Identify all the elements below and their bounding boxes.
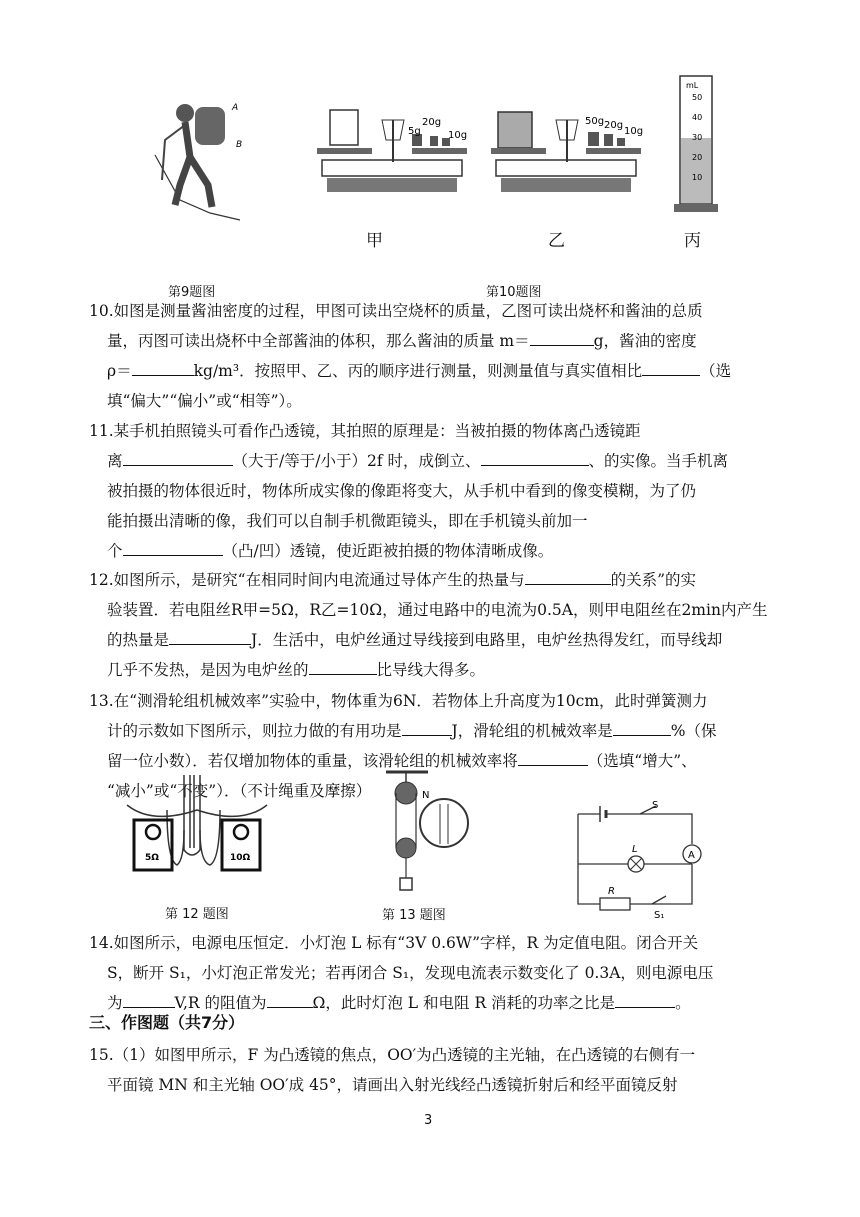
point-b-label: B: [236, 140, 243, 150]
cylinder-unit: mL: [686, 81, 699, 90]
question-11: [89, 416, 779, 566]
q10-line1: 10.如图是测量酱油密度的过程，甲图可读出空烧杯的质量，乙图可读出烧杯和酱油的总质: [89, 302, 703, 320]
q13-line3a: 留一位小数）．若仅增加物体的重量，该滑轮组的机械效率将: [107, 752, 518, 770]
q12-property-blank[interactable]: [309, 658, 377, 675]
circuit-figure: [572, 800, 712, 920]
lamp-l-label: L: [632, 844, 638, 855]
q11-line2a: 离: [107, 452, 123, 470]
switch-s1-label: S₁: [654, 910, 665, 920]
q10-line3b: kg/m³．按照甲、乙、丙的顺序进行测量，则测量值与真实值相比: [193, 362, 643, 380]
graduated-cylinder-figure: [672, 72, 722, 222]
q10-line4: 填“偏大”“偏小”或“相等”）。: [107, 392, 302, 410]
q12-line3a: 的热量是: [107, 631, 170, 649]
q13-line4: “减小”或“不变”）．（不计绳重及摩擦）: [107, 782, 372, 800]
label-bing: 丙: [684, 231, 701, 251]
pulley-n-label: N: [422, 790, 430, 801]
q15-line1: 15.（1）如图甲所示，F 为凸透镜的焦点，OO′为凸透镜的主光轴，在凸透镜的右侧有一: [89, 1046, 696, 1064]
q11-line3: 被拍摄的物体很近时，物体所成实像的像距将变大，从手机中看到的像变模糊，为了仍: [107, 482, 697, 500]
label-jia: 甲: [366, 231, 383, 251]
label-yi: 乙: [548, 231, 565, 251]
q11-lens-blank[interactable]: [123, 539, 223, 556]
hiker-figure: [150, 95, 250, 225]
cylinder-tick-20: 20: [692, 153, 703, 162]
jia-weight-10g: 10g: [448, 130, 468, 141]
fig13-caption: 第 13 题图: [382, 908, 446, 923]
q10-compare-blank[interactable]: [642, 359, 700, 376]
q13-change-blank[interactable]: [518, 749, 588, 766]
yi-weight-10g: 10g: [624, 126, 644, 137]
q12-heat-blank[interactable]: [169, 628, 251, 645]
question-15: [89, 1040, 779, 1100]
section-heading: 三、作图题（共7分）: [89, 1013, 245, 1032]
q13-line2b: J，滑轮组的机械效率是: [451, 722, 613, 740]
q11-line5a: 个: [107, 542, 123, 560]
switch-s-label: S: [652, 800, 659, 811]
q13-line2c: %（保: [670, 722, 717, 740]
balance-jia-figure: [312, 100, 472, 210]
q11-line2b: （大于/等于/小于）2f 时，成倒立、: [232, 452, 481, 470]
fig10-caption: 第10题图: [486, 285, 542, 300]
balance-yi-figure: [486, 100, 646, 210]
q12-line4a: 几乎不发热，是因为电炉丝的: [107, 661, 309, 679]
q11-image-blank[interactable]: [481, 449, 589, 466]
resistor-r-label: R: [608, 886, 615, 897]
fig12-caption: 第 12 题图: [165, 907, 229, 922]
q11-line2c: 、的实像。当手机离: [588, 452, 729, 470]
q12-line1b: 的关系”的实: [610, 571, 697, 589]
q10-line2a: 量，丙图可读出烧杯中全部酱油的体积，那么酱油的质量 m＝: [107, 332, 530, 350]
q10-mass-blank[interactable]: [530, 329, 594, 346]
q10-line2b: g，酱油的密度: [593, 332, 697, 350]
q14-resistance-blank[interactable]: [267, 991, 313, 1008]
heating-apparatus-figure: [122, 770, 272, 880]
q10-density-blank[interactable]: [132, 359, 194, 376]
q14-line3c: Ω，此时灯泡 L 和电阻 R 消耗的功率之比是: [312, 994, 616, 1012]
q14-line3d: 。: [675, 994, 691, 1012]
q13-line2a: 计的示数如下图所示，则拉力做的有用功是: [107, 722, 402, 740]
q10-line3a: ρ＝: [107, 362, 132, 380]
resistor-5ohm-label: 5Ω: [145, 853, 159, 863]
ammeter-a-label: A: [688, 850, 695, 861]
question-12: [89, 565, 779, 685]
q13-line1: 13.在“测滑轮组机械效率”实验中，物体重为6N．若物体上升高度为10cm，此时弹簧测力: [89, 692, 708, 710]
q12-relation-blank[interactable]: [525, 568, 611, 585]
q10-line3c: （选: [700, 362, 732, 380]
pulley-system-figure: [378, 768, 470, 900]
question-10: [89, 296, 779, 416]
yi-weight-20g: 20g: [604, 120, 624, 131]
q12-line1a: 12.如图所示，是研究“在相同时间内电流通过导体产生的热量与: [89, 571, 525, 589]
q13-line3b: （选填“增大”、: [587, 752, 697, 770]
question-14: [89, 928, 779, 1018]
q14-line1: 14.如图所示，电源电压恒定．小灯泡 L 标有“3V 0.6W”字样，R 为定值电阻。闭合开关: [89, 934, 699, 952]
q15-line2: 平面镜 MN 和主光轴 OO′成 45°，请画出入射光线经凸透镜折射后和经平面镜反射: [107, 1076, 678, 1094]
q14-line3b: V,R 的阻值为: [174, 994, 267, 1012]
resistor-10ohm-label: 10Ω: [230, 853, 251, 863]
q14-ratio-blank[interactable]: [615, 991, 675, 1008]
jia-weight-5g: 5g: [408, 126, 421, 137]
q11-line5b: （凸/凹）透镜，使近距被拍摄的物体清晰成像。: [222, 542, 554, 560]
q12-line2: 验装置．若电阻丝R甲=5Ω，R乙=10Ω，通过电路中的电流为0.5A，则甲电阻丝在2min内产生: [107, 601, 768, 619]
q12-line4b: 比导线大得多。: [376, 661, 486, 679]
q14-line3a: 为: [107, 994, 123, 1012]
cylinder-tick-10: 10: [692, 173, 703, 182]
jia-weight-20g: 20g: [422, 117, 442, 128]
yi-weight-50g: 50g: [585, 116, 605, 127]
q13-work-blank[interactable]: [402, 719, 452, 736]
q11-line1: 11.某手机拍照镜头可看作凸透镜，其拍照的原理是：当被拍摄的物体离凸透镜距: [89, 422, 641, 440]
cylinder-tick-50: 50: [692, 93, 703, 102]
fig9-caption: 第9题图: [168, 285, 216, 300]
q13-efficiency-blank[interactable]: [613, 719, 671, 736]
q14-voltage-blank[interactable]: [123, 991, 175, 1008]
page-number: 3: [424, 1113, 433, 1128]
point-a-label: A: [232, 103, 239, 113]
q12-line3b: J．生活中，电炉丝通过导线接到电路里，电炉丝热得发红，而导线却: [251, 631, 723, 649]
q11-distance-blank[interactable]: [123, 449, 233, 466]
q11-line4: 能拍摄出清晰的像，我们可以自制手机微距镜头，即在手机镜头前加一: [107, 512, 588, 530]
q14-line2: S，断开 S₁，小灯泡正常发光；若再闭合 S₁，发现电流表示数变化了 0.3A，则电源电压: [107, 964, 714, 982]
cylinder-tick-30: 30: [692, 133, 703, 142]
cylinder-tick-40: 40: [692, 113, 703, 122]
